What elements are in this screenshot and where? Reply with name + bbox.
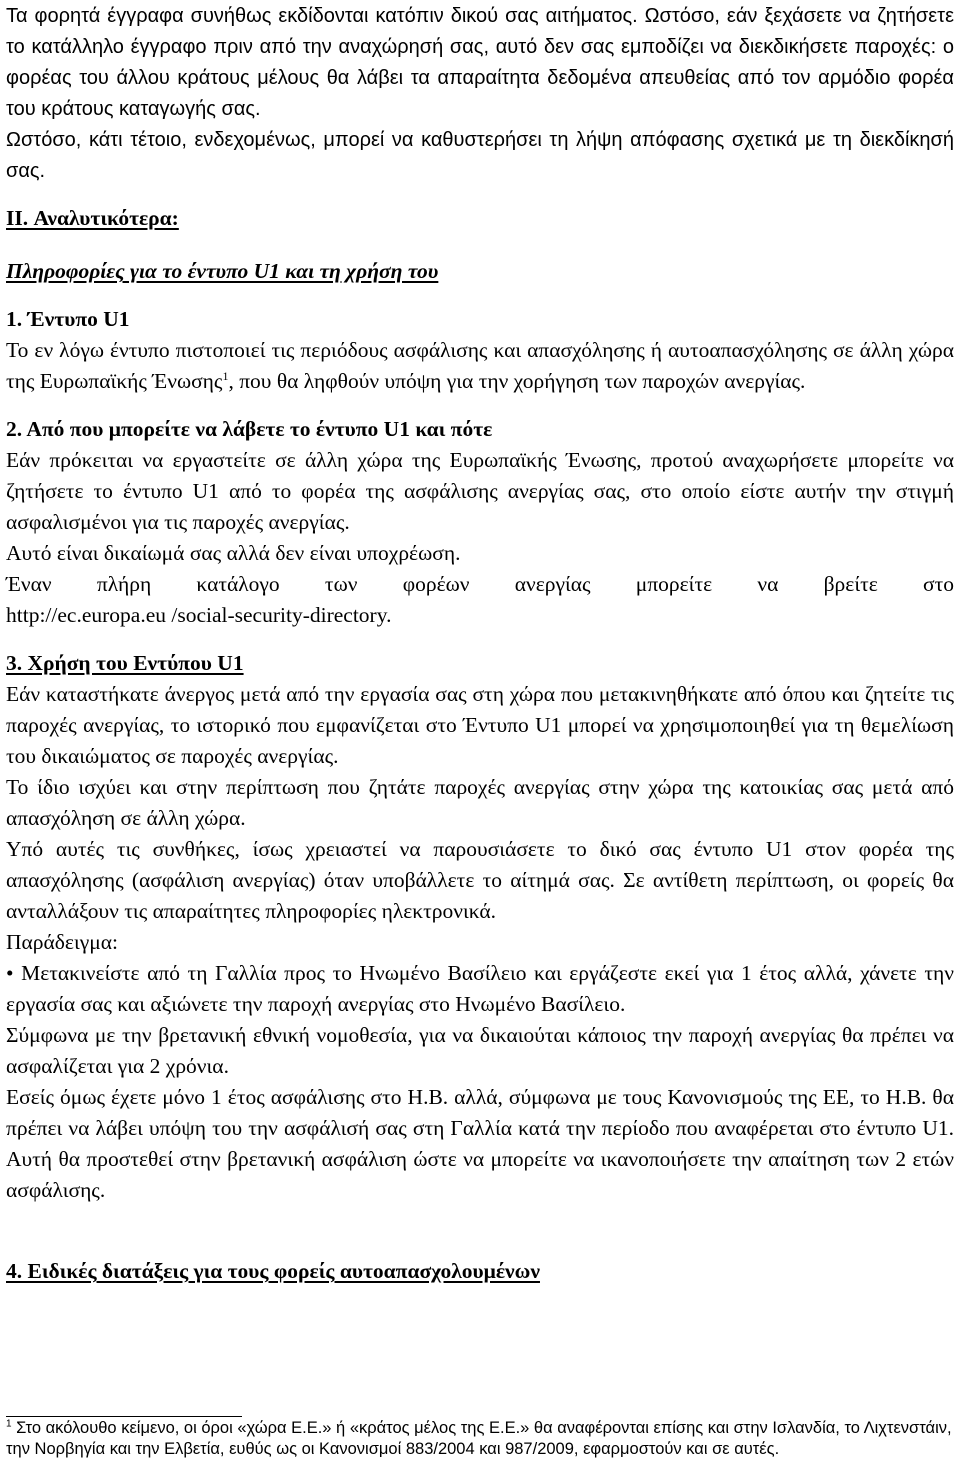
example-bullet: • Μετακινείστε από τη Γαλλία προς το Ηνωμένο Βασίλειο και εργάζεστε εκεί για 1 έτος αλλά, χάνετε την εργασία σας και αξιώνετε την παροχή ανεργίας στο Ηνωμένο Βασίλειο. [6, 961, 954, 1016]
item3-paragraph-1: Εάν καταστήκατε άνεργος μετά από την εργασία σας στη χώρα που μετακινηθήκατε από όπου και ζητείτε τις παροχές ανεργίας, το ιστορικό που εμφανίζεται στο Έντυπο U1 μπορεί να χρησιμοποιηθεί για τη θεμελίωση του δικαιώματος σε παροχές ανεργίας. [6, 682, 954, 768]
intro-paragraph: Τα φορητά έγγραφα συνήθως εκδίδονται κατόπιν δικού σας αιτήματος. Ωστόσο, εάν ξεχάσετε να ζητήσετε το κατάλληλο έγγραφο πριν από την αναχώρησή σας, αυτό δεν σας εμποδίζει να διεκδικήσετε παροχές: ο φορέας του άλλου κράτους μέλους θα λάβει τα απαραίτητα δεδομένα απευθείας από τον αρμόδιο φορέα του κράτους καταγωγής σας. [6, 5, 954, 120]
directory-link[interactable]: http://ec.europa.eu /social-security-directory. [6, 603, 392, 627]
section-title: II. Αναλυτικότερα: [6, 206, 179, 230]
item2-heading: 2. Από που μπορείτε να λάβετε το έντυπο U1 και πότε [6, 417, 493, 441]
intro-note-paragraph: Ωστόσο, κάτι τέτοιο, ενδεχομένως, μπορεί να καθυστερήσει τη λήψη απόφασης σχετικά με τη διεκδίκησή σας. [6, 129, 954, 182]
item3-paragraph-5: Εσείς όμως έχετε μόνο 1 έτος ασφάλισης στο Η.Β. αλλά, σύμφωνα με τους Κανονισμούς της ΕΕ, το Η.Β. θα πρέπει να λάβει υπόψη του την ασφάλισή σας στη Γαλλία κατά την περίοδο που αναφέρεται στο έντυπο U1. Αυτή θα προστεθεί στην βρετανική ασφάλιση ώστε να μπορείτε να ικανοποιήσετε την απαίτηση των 2 ετών ασφάλισης. [6, 1085, 954, 1202]
item1-paragraph: Το εν λόγω έντυπο πιστοποιεί τις περιόδους ασφάλισης και απασχόλησης ή αυτοαπασχόλησης σε άλλη χώρα της Ευρωπαϊκής Ένωσης$^1$, που θα ληφθούν υπόψη για την χορήγηση των παροχών ανεργίας. [6, 338, 954, 393]
footnote-number: 1 [6, 1418, 12, 1430]
item3-paragraph-2: Το ίδιο ισχύει και στην περίπτωση που ζητάτε παροχές ανεργίας στην χώρα της κατοικίας σας μετά από απασχόληση σε άλλη χώρα. [6, 775, 954, 830]
footnote: $^1$ Στο ακόλουθο κείμενο, οι όροι «χώρα Ε.Ε.» ή «κράτος μέλος της Ε.Ε.» θα αναφέρονται επίσης και στην Ισλανδία, το Λιχτενστάιν, την Νορβηγία και την Ελβετία, ευθύς ως οι Κανονισμοί 883/2004 και 987/2009, εφαρμοστούν και σε αυτές. [6, 1418, 952, 1458]
item1-heading: 1. Έντυπο U1 [6, 307, 130, 331]
item3-heading: 3. Χρήση του Εντύπου U1 [6, 651, 244, 675]
item3-paragraph-4: Σύμφωνα με την βρετανική εθνική νομοθεσία, για να δικαιούται κάποιος την παροχή ανεργίας θα πρέπει να ασφαλίζεται για 2 χρόνια. [6, 1023, 954, 1078]
example-label: Παράδειγμα: [6, 930, 118, 954]
item3-paragraph-3: Υπό αυτές τις συνθήκες, ίσως χρειαστεί να παρουσιάσετε το δικό σας έντυπο U1 στον φορέα της απασχόλησης (ασφάλιση ανεργίας) όταν υποβάλλετε το αίτημά σας. Σε αντίθετη περίπτωση, οι φορείς θα ανταλλάξουν τις απαραίτητες πληροφορίες ηλεκτρονικά. [6, 837, 954, 923]
item4-heading: 4. Ειδικές διατάξεις για τους φορείς αυτοαπασχολουμένων [6, 1259, 540, 1283]
item2-paragraph-2: Αυτό είναι δικαίωμά σας αλλά δεν είναι υποχρέωση. [6, 541, 461, 565]
item2-paragraph-1: Εάν πρόκειται να εργαστείτε σε άλλη χώρα της Ευρωπαϊκής Ένωσης, προτού αναχωρήσετε μπορείτε να ζητήσετε το έντυπο U1 από το φορέα της ασφάλισης ανεργίας σας, στο οποίο είστε αυτήν την στιγμή ασφαλισμένοι για τις παροχές ανεργίας. [6, 448, 954, 534]
footnote-ref: 1 [222, 368, 229, 383]
item2-directory-sentence: Έναν πλήρη κατάλογο των φορέων ανεργίας μπορείτε να βρείτε στο [6, 572, 954, 596]
section-subtitle: Πληροφορίες για το έντυπο U1 και τη χρήση του [6, 259, 439, 283]
footnote-divider [6, 1416, 242, 1417]
document-page [6, 0, 954, 1287]
